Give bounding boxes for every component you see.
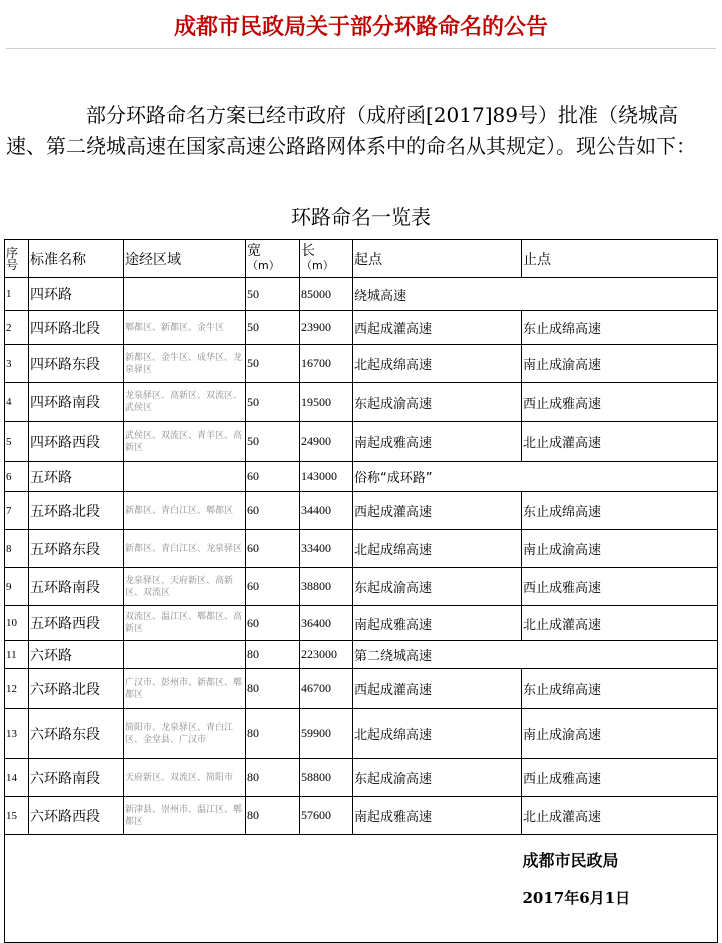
table-row [5,797,718,835]
header-width-unit: （m） [247,259,280,272]
road-length: 34400 [300,492,353,530]
table-row [5,669,718,709]
road-name: 六环路 [29,641,124,669]
end-point: 南止成渝高速 [522,709,718,759]
end-point: 东止成绵高速 [522,492,718,530]
route-regions [124,641,246,669]
road-width: 80 [246,759,300,797]
table-row [5,530,718,568]
footer-row [5,835,718,943]
road-length: 19500 [300,383,353,422]
footer-signature [522,835,718,943]
table-row [5,568,718,606]
issue-date: 2017年6月1日 [522,889,631,907]
row-number: 4 [5,383,29,422]
end-point: 东止成绵高速 [522,669,718,709]
start-point: 南起成雅高速 [353,797,522,835]
road-name: 四环路 [29,278,124,311]
start-point: 东起成渝高速 [353,568,522,606]
road-length: 33400 [300,530,353,568]
road-name: 六环路南段 [29,759,124,797]
end-point: 西止成雅高速 [522,568,718,606]
header-no: 序号 [5,240,29,278]
route-regions [124,462,246,492]
title-divider [6,48,716,49]
road-width: 60 [246,530,300,568]
footer-spacer [5,835,522,943]
road-length: 24900 [300,422,353,462]
road-width: 80 [246,669,300,709]
table-row [5,606,718,641]
route-regions [124,278,246,311]
issuing-org: 成都市民政局 [522,851,619,870]
table-title: 环路命名一览表 [291,205,431,229]
header-end: 止点 [522,240,718,278]
route-regions: 双流区、温江区、郫都区、高新区 [124,606,246,641]
route-regions: 广汉市、彭州市、新都区、郫都区 [124,669,246,709]
end-point: 北止成灌高速 [522,606,718,641]
road-length: 36400 [300,606,353,641]
end-point: 西止成雅高速 [522,383,718,422]
start-point: 东起成渝高速 [353,383,522,422]
route-regions: 新都区、金牛区、成华区、龙泉驿区 [124,345,246,383]
ring-road-table [4,239,718,943]
header-length-label: 长 [301,243,315,259]
road-length: 59900 [300,709,353,759]
start-point: 俗称“成环路” [353,462,718,492]
road-name: 四环路东段 [29,345,124,383]
road-name: 五环路东段 [29,530,124,568]
road-width: 80 [246,709,300,759]
row-number: 14 [5,759,29,797]
start-point: 绕城高速 [353,278,718,311]
start-point: 西起成灌高速 [353,669,522,709]
route-regions: 武侯区、双流区、青羊区、高新区 [124,422,246,462]
start-point: 南起成雅高速 [353,606,522,641]
table-row [5,422,718,462]
road-width: 60 [246,462,300,492]
row-number: 15 [5,797,29,835]
table-row [5,641,718,669]
row-number: 1 [5,278,29,311]
row-number: 13 [5,709,29,759]
road-length: 85000 [300,278,353,311]
route-regions: 新都区、青白江区、郫都区 [124,492,246,530]
road-width: 60 [246,568,300,606]
start-point: 南起成雅高速 [353,422,522,462]
start-point: 西起成灌高速 [353,311,522,345]
road-width: 60 [246,606,300,641]
table-row [5,311,718,345]
start-point: 西起成灌高速 [353,492,522,530]
row-number: 10 [5,606,29,641]
road-width: 80 [246,797,300,835]
road-length: 16700 [300,345,353,383]
road-name: 六环路西段 [29,797,124,835]
header-width [246,240,300,278]
row-number: 9 [5,568,29,606]
road-width: 60 [246,492,300,530]
route-regions: 新津县、崇州市、温江区、郫都区 [124,797,246,835]
intro-paragraph: 部分环路命名方案已经市政府（成府函[2017]89号）批准（绕城高速、第二绕城高速在国家高速公路路网体系中的命名从其规定）。现公告如下： [6,103,696,158]
road-width: 50 [246,383,300,422]
table-row [5,462,718,492]
road-name: 四环路北段 [29,311,124,345]
header-width-label: 宽 [247,243,261,259]
road-name: 五环路北段 [29,492,124,530]
road-name: 六环路东段 [29,709,124,759]
road-name: 五环路西段 [29,606,124,641]
end-point: 南止成渝高速 [522,345,718,383]
road-length: 23900 [300,311,353,345]
header-length-unit: （m） [301,259,334,272]
row-number: 11 [5,641,29,669]
road-name: 五环路南段 [29,568,124,606]
table-row [5,278,718,311]
end-point: 南止成渝高速 [522,530,718,568]
road-name: 六环路北段 [29,669,124,709]
table-row [5,345,718,383]
table-row [5,759,718,797]
road-width: 50 [246,422,300,462]
row-number: 8 [5,530,29,568]
route-regions: 新都区、青白江区、龙泉驿区 [124,530,246,568]
row-number: 7 [5,492,29,530]
end-point: 西止成雅高速 [522,759,718,797]
table-header-row [5,240,718,278]
road-width: 50 [246,311,300,345]
row-number: 2 [5,311,29,345]
table-row [5,492,718,530]
start-point: 北起成绵高速 [353,345,522,383]
start-point: 北起成绵高速 [353,530,522,568]
row-number: 6 [5,462,29,492]
header-length [300,240,353,278]
road-length: 58800 [300,759,353,797]
road-length: 38800 [300,568,353,606]
road-name: 四环路南段 [29,383,124,422]
route-regions: 简阳市、龙泉驿区、青白江区、金堂县、广汉市 [124,709,246,759]
row-number: 3 [5,345,29,383]
route-regions: 郫都区、新都区、金牛区 [124,311,246,345]
header-name: 标准名称 [29,240,124,278]
table-row [5,709,718,759]
road-width: 50 [246,345,300,383]
road-name: 四环路西段 [29,422,124,462]
road-width: 80 [246,641,300,669]
end-point: 北止成灌高速 [522,422,718,462]
road-length: 143000 [300,462,353,492]
road-width: 50 [246,278,300,311]
start-point: 东起成渝高速 [353,759,522,797]
road-length: 57600 [300,797,353,835]
row-number: 12 [5,669,29,709]
header-start: 起点 [353,240,522,278]
road-length: 46700 [300,669,353,709]
start-point: 北起成绵高速 [353,709,522,759]
start-point: 第二绕城高速 [353,641,718,669]
route-regions: 龙泉驿区、天府新区、高新区、双流区 [124,568,246,606]
row-number: 5 [5,422,29,462]
route-regions: 龙泉驿区、高新区、双流区、武侯区 [124,383,246,422]
road-length: 223000 [300,641,353,669]
route-regions: 天府新区、双流区、简阳市 [124,759,246,797]
road-name: 五环路 [29,462,124,492]
end-point: 东止成绵高速 [522,311,718,345]
announcement-title: 成都市民政局关于部分环路命名的公告 [173,15,548,40]
end-point: 北止成灌高速 [522,797,718,835]
table-row [5,383,718,422]
header-region: 途经区域 [124,240,246,278]
